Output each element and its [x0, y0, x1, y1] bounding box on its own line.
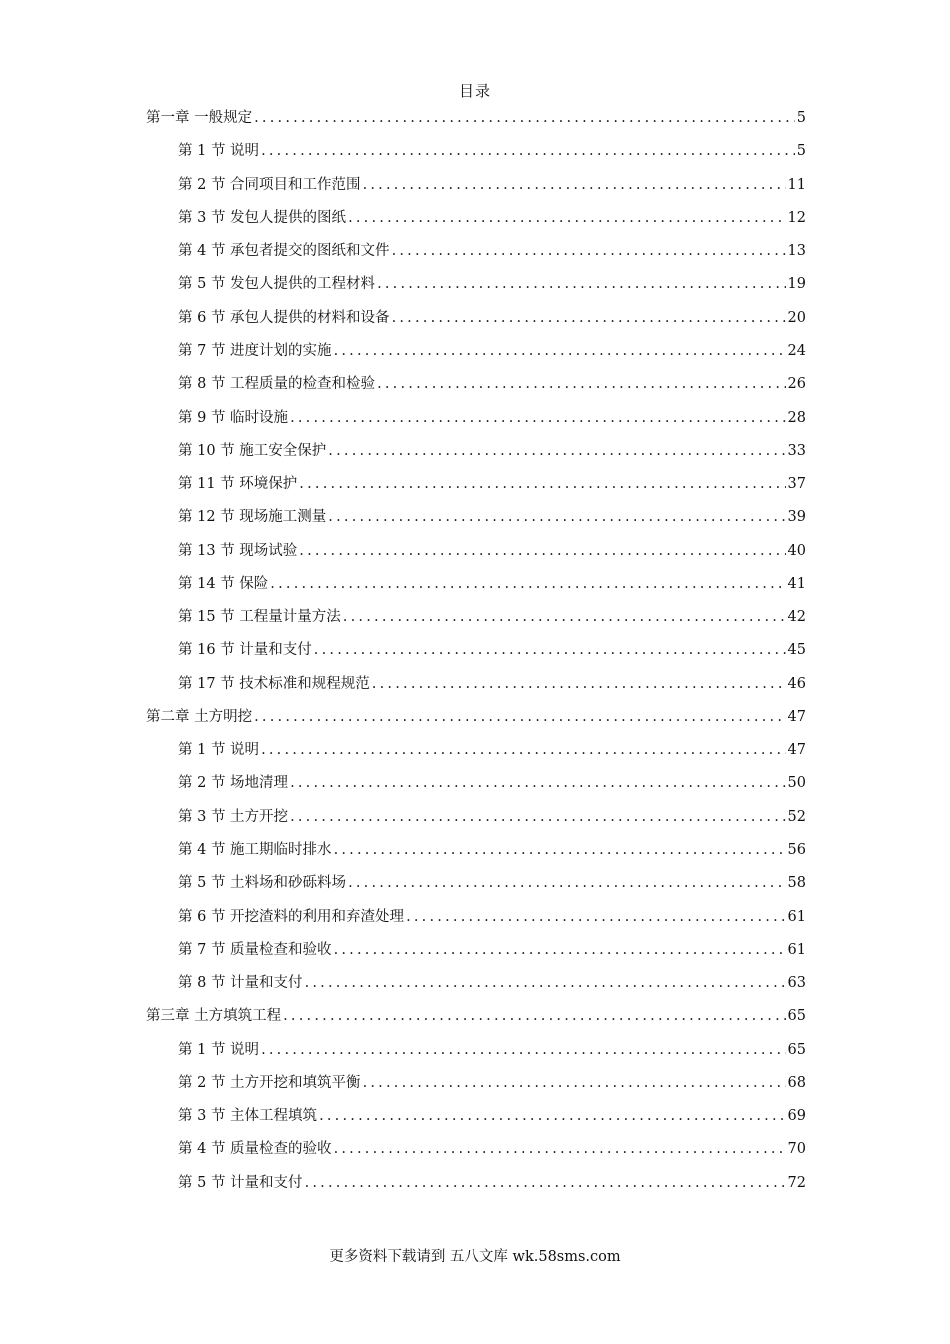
- dot-leader: [363, 177, 786, 193]
- toc-entry-line: [178, 738, 806, 759]
- dot-leader: [261, 143, 795, 159]
- toc-entry-label: 第 5 节 发包人提供的工程材料: [178, 276, 376, 293]
- toc-page-number: 47: [787, 742, 806, 759]
- dot-leader: [283, 1008, 785, 1024]
- toc-entry-label: 第 1 节 说明: [178, 1041, 260, 1058]
- toc-entry-line: [178, 871, 806, 892]
- toc-page-number: 63: [787, 975, 806, 992]
- toc-section-entry[interactable]: [0, 1031, 950, 1064]
- dot-leader: [290, 775, 785, 791]
- toc-page-number: 41: [787, 575, 806, 592]
- toc-entry-label: 第 16 节 计量和支付: [178, 642, 312, 659]
- toc-entry-label: 第 15 节 工程量计量方法: [178, 609, 341, 626]
- toc-entry-label: 第 2 节 场地清理: [178, 775, 289, 792]
- toc-page-number: 61: [787, 908, 806, 925]
- dot-leader: [299, 476, 785, 492]
- toc-entry-label: 第 8 节 计量和支付: [178, 975, 303, 992]
- dot-leader: [363, 1075, 786, 1091]
- toc-entry-label: 第 4 节 质量检查的验收: [178, 1141, 332, 1158]
- toc-page-number: 39: [787, 509, 806, 526]
- toc-page-number: 65: [787, 1041, 806, 1058]
- toc-entry-line: [178, 472, 806, 493]
- dot-leader: [343, 609, 786, 625]
- toc-page-number: 5: [796, 143, 806, 160]
- toc-entry-label: 第 12 节 现场施工测量: [178, 509, 327, 526]
- toc-entry-line: [178, 505, 806, 526]
- toc-entry-label: 第 17 节 技术标准和规程规范: [178, 675, 370, 692]
- toc-section-entry[interactable]: [0, 333, 950, 366]
- toc-page-number: 12: [787, 209, 806, 226]
- toc-entry-line: [178, 771, 806, 792]
- toc-entry-label: 第 5 节 计量和支付: [178, 1174, 303, 1191]
- toc-entry-line: [178, 572, 806, 593]
- toc-entry-label: 第二章 土方明挖: [146, 708, 253, 725]
- toc-section-entry[interactable]: [0, 399, 950, 432]
- toc-title: 目录: [458, 82, 491, 100]
- toc-entry-line: [146, 106, 806, 127]
- toc-section-entry[interactable]: [0, 167, 950, 200]
- toc-page-number: 42: [787, 609, 806, 626]
- dot-leader: [314, 642, 786, 658]
- toc-entry-label: 第 4 节 承包者提交的图纸和文件: [178, 243, 390, 260]
- toc-entry-line: [178, 306, 806, 327]
- dot-leader: [305, 975, 786, 991]
- toc-entry-label: 第 3 节 土方开挖: [178, 808, 289, 825]
- toc-entry-label: 第 3 节 发包人提供的图纸: [178, 209, 347, 226]
- toc-section-entry[interactable]: [0, 1131, 950, 1164]
- toc-page-number: 69: [787, 1108, 806, 1125]
- dot-leader: [290, 809, 785, 825]
- footer-note: 更多资料下载请到 五八文库 wk.58sms.com: [329, 1249, 621, 1265]
- toc-entry-line: [178, 372, 806, 393]
- toc-section-entry[interactable]: [0, 732, 950, 765]
- toc-entry-label: 第 7 节 质量检查和验收: [178, 941, 332, 958]
- toc-section-entry[interactable]: [0, 632, 950, 665]
- dot-leader: [334, 343, 786, 359]
- toc-page-number: 70: [787, 1141, 806, 1158]
- toc-section-entry[interactable]: [0, 133, 950, 166]
- toc-entry-line: [178, 971, 806, 992]
- toc-entry-line: [178, 206, 806, 227]
- toc-section-entry[interactable]: [0, 599, 950, 632]
- dot-leader: [319, 1108, 785, 1124]
- toc-entry-label: 第 2 节 土方开挖和填筑平衡: [178, 1074, 361, 1091]
- toc-entry-line: [178, 805, 806, 826]
- dot-leader: [254, 110, 795, 126]
- dot-leader: [299, 543, 785, 559]
- toc-section-entry[interactable]: [0, 832, 950, 865]
- toc-entry-label: 第 3 节 主体工程填筑: [178, 1108, 318, 1125]
- toc-section-entry[interactable]: [0, 266, 950, 299]
- toc-section-entry[interactable]: [0, 366, 950, 399]
- toc-entry-label: 第 1 节 说明: [178, 742, 260, 759]
- toc-section-entry[interactable]: [0, 932, 950, 965]
- toc-entry-line: [178, 638, 806, 659]
- toc-entry-label: 第三章 土方填筑工程: [146, 1008, 282, 1025]
- toc-entry-label: 第 10 节 施工安全保护: [178, 442, 327, 459]
- toc-entry-label: 第 1 节 说明: [178, 143, 260, 160]
- toc-section-entry[interactable]: [0, 898, 950, 931]
- toc-entry-line: [178, 1171, 806, 1192]
- toc-entry-line: [178, 239, 806, 260]
- dot-leader: [334, 1141, 786, 1157]
- toc-page-number: 58: [787, 875, 806, 892]
- toc-entry-line: [178, 406, 806, 427]
- toc-section-entry[interactable]: [0, 965, 950, 998]
- toc-page-number: 47: [787, 708, 806, 725]
- toc-chapter-entry[interactable]: [0, 699, 950, 732]
- toc-page-number: 50: [787, 775, 806, 792]
- dot-leader: [270, 576, 785, 592]
- toc-page-number: 33: [787, 442, 806, 459]
- toc-entry-line: [178, 1104, 806, 1125]
- dot-leader: [377, 276, 785, 292]
- toc-section-entry[interactable]: [0, 865, 950, 898]
- toc-page-number: 19: [787, 276, 806, 293]
- toc-entry-line: [178, 672, 806, 693]
- toc-section-entry[interactable]: [0, 233, 950, 266]
- toc-entry-label: 第 7 节 进度计划的实施: [178, 342, 332, 359]
- toc-entry-line: [178, 1137, 806, 1158]
- dot-leader: [392, 310, 786, 326]
- toc-section-entry[interactable]: [0, 666, 950, 699]
- dot-leader: [328, 443, 785, 459]
- toc-section-entry[interactable]: [0, 566, 950, 599]
- toc-page-number: 52: [787, 808, 806, 825]
- toc-entry-line: [178, 905, 806, 926]
- toc-chapter-entry[interactable]: [0, 998, 950, 1031]
- dot-leader: [328, 509, 785, 525]
- toc-entry-line: [178, 139, 806, 160]
- toc-entry-line: [178, 272, 806, 293]
- toc-entry-label: 第 9 节 临时设施: [178, 409, 289, 426]
- dot-leader: [261, 1042, 785, 1058]
- toc-page-number: 13: [787, 243, 806, 260]
- toc-chapter-entry[interactable]: [0, 100, 950, 133]
- dot-leader: [406, 909, 785, 925]
- toc-page-number: 61: [787, 941, 806, 958]
- toc-page-number: 65: [787, 1008, 806, 1025]
- toc-entry-line: [178, 1038, 806, 1059]
- toc-page-number: 72: [787, 1174, 806, 1191]
- toc-page-number: 56: [787, 841, 806, 858]
- dot-leader: [254, 709, 785, 725]
- toc-entry-line: [178, 173, 806, 194]
- toc-entry-line: [178, 838, 806, 859]
- toc-page-number: 37: [787, 476, 806, 493]
- toc-entry-label: 第 13 节 现场试验: [178, 542, 298, 559]
- table-of-contents: [0, 100, 950, 1198]
- toc-entry-label: 第 6 节 开挖渣料的利用和弃渣处理: [178, 908, 405, 925]
- toc-section-entry[interactable]: [0, 1065, 950, 1098]
- toc-page-number: 40: [787, 542, 806, 559]
- toc-section-entry[interactable]: [0, 499, 950, 532]
- toc-entry-label: 第 14 节 保险: [178, 575, 269, 592]
- dot-leader: [334, 842, 786, 858]
- dot-leader: [372, 676, 786, 692]
- toc-section-entry[interactable]: [0, 200, 950, 233]
- toc-section-entry[interactable]: [0, 532, 950, 565]
- toc-page-number: 68: [787, 1074, 806, 1091]
- toc-entry-label: 第 11 节 环境保护: [178, 476, 298, 493]
- dot-leader: [305, 1175, 786, 1191]
- dot-leader: [290, 410, 785, 426]
- toc-entry-label: 第 2 节 合同项目和工作范围: [178, 176, 361, 193]
- dot-leader: [348, 210, 785, 226]
- toc-entry-label: 第 6 节 承包人提供的材料和设备: [178, 309, 390, 326]
- toc-section-entry[interactable]: [0, 466, 950, 499]
- toc-entry-label: 第 8 节 工程质量的检查和检验: [178, 376, 376, 393]
- toc-section-entry[interactable]: [0, 1165, 950, 1198]
- dot-leader: [348, 875, 785, 891]
- dot-leader: [392, 243, 786, 259]
- toc-entry-line: [178, 439, 806, 460]
- dot-leader: [261, 742, 785, 758]
- toc-page-number: 28: [787, 409, 806, 426]
- toc-section-entry[interactable]: [0, 765, 950, 798]
- toc-page-number: 5: [796, 110, 806, 127]
- toc-page-number: 11: [787, 176, 806, 193]
- toc-entry-line: [146, 705, 806, 726]
- toc-entry-label: 第 5 节 土料场和砂砾料场: [178, 875, 347, 892]
- toc-entry-line: [178, 539, 806, 560]
- toc-section-entry[interactable]: [0, 300, 950, 333]
- toc-entry-line: [178, 339, 806, 360]
- toc-page-number: 26: [787, 376, 806, 393]
- toc-page-number: 46: [787, 675, 806, 692]
- toc-page-number: 24: [787, 342, 806, 359]
- toc-section-entry[interactable]: [0, 433, 950, 466]
- toc-entry-line: [178, 605, 806, 626]
- toc-entry-label: 第 4 节 施工期临时排水: [178, 841, 332, 858]
- toc-section-entry[interactable]: [0, 1098, 950, 1131]
- toc-section-entry[interactable]: [0, 799, 950, 832]
- dot-leader: [377, 376, 785, 392]
- toc-entry-line: [178, 1071, 806, 1092]
- dot-leader: [334, 942, 786, 958]
- toc-entry-line: [146, 1004, 806, 1025]
- toc-entry-line: [178, 938, 806, 959]
- toc-page-number: 20: [787, 309, 806, 326]
- toc-page-number: 45: [787, 642, 806, 659]
- toc-entry-label: 第一章 一般规定: [146, 110, 253, 127]
